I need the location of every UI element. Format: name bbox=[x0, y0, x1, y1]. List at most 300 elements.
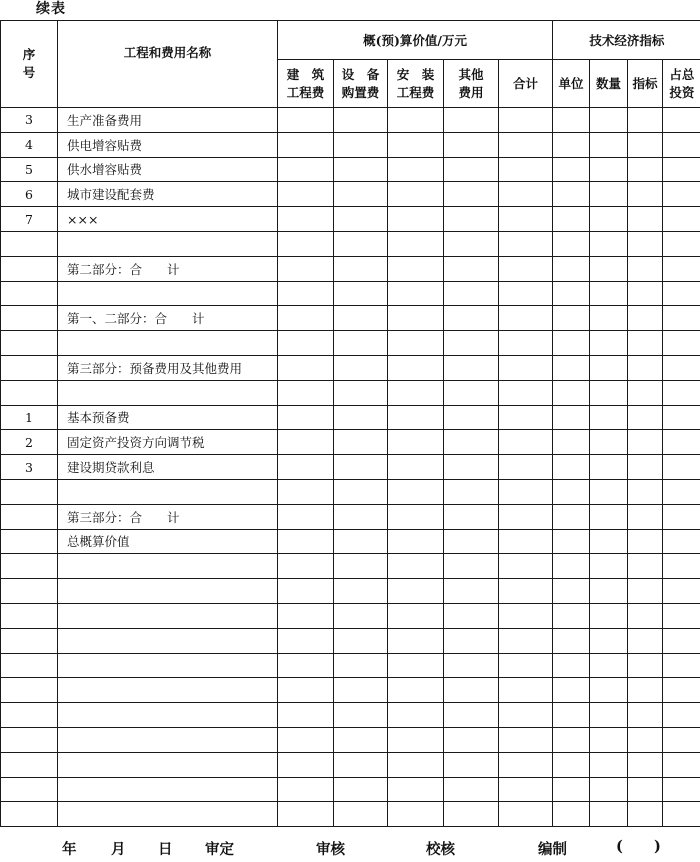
row-value-cell bbox=[553, 132, 590, 157]
row-value-cell bbox=[278, 231, 334, 256]
row-value-cell bbox=[334, 752, 388, 777]
row-value-cell bbox=[388, 678, 444, 703]
row-value-cell bbox=[628, 504, 663, 529]
row-value-cell bbox=[444, 479, 499, 504]
header-budget-col-4: 合计 bbox=[499, 60, 553, 108]
row-value-cell bbox=[444, 355, 499, 380]
signature-footer bbox=[0, 834, 700, 858]
row-value-cell bbox=[388, 579, 444, 604]
footer-compile: 编制 bbox=[538, 841, 567, 858]
table-row bbox=[1, 479, 700, 504]
row-value-cell bbox=[334, 256, 388, 281]
row-seq bbox=[1, 281, 58, 306]
row-value-cell bbox=[278, 157, 334, 182]
row-value-cell bbox=[444, 653, 499, 678]
row-value-cell bbox=[590, 777, 628, 802]
row-value-cell bbox=[590, 603, 628, 628]
header-tech-col-2: 指标 bbox=[628, 60, 663, 108]
row-value-cell bbox=[553, 231, 590, 256]
row-value-cell bbox=[628, 579, 663, 604]
row-value-cell bbox=[278, 628, 334, 653]
row-value-cell bbox=[553, 430, 590, 455]
row-value-cell bbox=[334, 430, 388, 455]
row-seq bbox=[1, 802, 58, 827]
row-value-cell bbox=[499, 108, 553, 133]
row-seq bbox=[1, 554, 58, 579]
row-value-cell bbox=[278, 727, 334, 752]
row-seq bbox=[1, 653, 58, 678]
row-value-cell bbox=[553, 678, 590, 703]
row-value-cell bbox=[388, 331, 444, 356]
row-value-cell bbox=[499, 752, 553, 777]
row-value-cell bbox=[663, 108, 700, 133]
row-seq bbox=[1, 777, 58, 802]
row-name bbox=[58, 231, 278, 256]
row-value-cell bbox=[388, 628, 444, 653]
row-value-cell bbox=[590, 182, 628, 207]
row-value-cell bbox=[388, 455, 444, 480]
row-value-cell bbox=[278, 405, 334, 430]
header-tech-group: 技术经济指标 bbox=[553, 21, 700, 60]
row-value-cell bbox=[334, 579, 388, 604]
row-value-cell bbox=[388, 802, 444, 827]
row-name bbox=[58, 678, 278, 703]
row-value-cell bbox=[444, 207, 499, 232]
table-row bbox=[1, 182, 700, 207]
row-value-cell bbox=[590, 256, 628, 281]
row-seq bbox=[1, 579, 58, 604]
row-value-cell bbox=[444, 157, 499, 182]
row-value-cell bbox=[663, 231, 700, 256]
row-value-cell bbox=[590, 430, 628, 455]
row-name: 总概算价值 bbox=[58, 529, 278, 554]
row-value-cell bbox=[663, 603, 700, 628]
row-value-cell bbox=[388, 380, 444, 405]
row-value-cell bbox=[278, 380, 334, 405]
row-value-cell bbox=[499, 355, 553, 380]
row-value-cell bbox=[499, 331, 553, 356]
row-name bbox=[58, 331, 278, 356]
row-name bbox=[58, 281, 278, 306]
row-value-cell bbox=[628, 256, 663, 281]
row-value-cell bbox=[388, 727, 444, 752]
row-name bbox=[58, 777, 278, 802]
row-value-cell bbox=[499, 777, 553, 802]
row-value-cell bbox=[553, 455, 590, 480]
row-name bbox=[58, 653, 278, 678]
row-seq bbox=[1, 479, 58, 504]
header-tech-col-0: 单位 bbox=[553, 60, 590, 108]
row-value-cell bbox=[444, 727, 499, 752]
row-seq: 3 bbox=[1, 108, 58, 133]
row-value-cell bbox=[553, 405, 590, 430]
table-row bbox=[1, 802, 700, 827]
row-value-cell bbox=[278, 108, 334, 133]
row-value-cell bbox=[388, 157, 444, 182]
row-value-cell bbox=[444, 256, 499, 281]
row-value-cell bbox=[444, 554, 499, 579]
row-value-cell bbox=[499, 430, 553, 455]
row-value-cell bbox=[444, 430, 499, 455]
row-name bbox=[58, 380, 278, 405]
row-value-cell bbox=[388, 108, 444, 133]
row-value-cell bbox=[499, 579, 553, 604]
row-value-cell bbox=[499, 628, 553, 653]
row-name: 供水增容贴费 bbox=[58, 157, 278, 182]
row-value-cell bbox=[590, 802, 628, 827]
row-value-cell bbox=[590, 355, 628, 380]
row-value-cell bbox=[444, 405, 499, 430]
table-row bbox=[1, 331, 700, 356]
row-value-cell bbox=[278, 430, 334, 455]
row-value-cell bbox=[278, 703, 334, 728]
row-value-cell bbox=[499, 479, 553, 504]
row-value-cell bbox=[334, 479, 388, 504]
row-value-cell bbox=[663, 355, 700, 380]
row-value-cell bbox=[334, 554, 388, 579]
row-value-cell bbox=[499, 727, 553, 752]
row-name: 基本预备费 bbox=[58, 405, 278, 430]
table-row bbox=[1, 157, 700, 182]
row-value-cell bbox=[334, 108, 388, 133]
row-value-cell bbox=[663, 132, 700, 157]
row-value-cell bbox=[388, 554, 444, 579]
row-name: 城市建设配套费 bbox=[58, 182, 278, 207]
row-value-cell bbox=[553, 703, 590, 728]
row-name bbox=[58, 752, 278, 777]
row-value-cell bbox=[278, 603, 334, 628]
row-value-cell bbox=[444, 529, 499, 554]
row-value-cell bbox=[278, 802, 334, 827]
row-value-cell bbox=[590, 157, 628, 182]
row-value-cell bbox=[553, 331, 590, 356]
table-row bbox=[1, 727, 700, 752]
row-seq: 5 bbox=[1, 157, 58, 182]
table-row bbox=[1, 777, 700, 802]
table-row bbox=[1, 281, 700, 306]
footer-day: 日 bbox=[158, 841, 173, 858]
footer-approve: 审定 bbox=[205, 841, 234, 858]
table-row bbox=[1, 678, 700, 703]
row-value-cell bbox=[663, 306, 700, 331]
row-value-cell bbox=[444, 579, 499, 604]
row-value-cell bbox=[444, 455, 499, 480]
row-value-cell bbox=[553, 777, 590, 802]
row-value-cell bbox=[444, 703, 499, 728]
row-value-cell bbox=[334, 802, 388, 827]
row-value-cell bbox=[590, 529, 628, 554]
row-name: 第三部分：合 计 bbox=[58, 504, 278, 529]
row-value-cell bbox=[553, 479, 590, 504]
row-value-cell bbox=[388, 182, 444, 207]
row-name: 建设期贷款利息 bbox=[58, 455, 278, 480]
row-value-cell bbox=[388, 430, 444, 455]
row-value-cell bbox=[628, 727, 663, 752]
row-value-cell bbox=[553, 306, 590, 331]
row-value-cell bbox=[444, 132, 499, 157]
row-name bbox=[58, 802, 278, 827]
row-value-cell bbox=[590, 727, 628, 752]
table-row bbox=[1, 405, 700, 430]
row-value-cell bbox=[628, 207, 663, 232]
row-seq bbox=[1, 231, 58, 256]
table-caption: 续表 bbox=[36, 1, 66, 17]
row-value-cell bbox=[334, 455, 388, 480]
row-value-cell bbox=[388, 231, 444, 256]
row-value-cell bbox=[663, 703, 700, 728]
row-value-cell bbox=[590, 380, 628, 405]
row-value-cell bbox=[628, 752, 663, 777]
row-value-cell bbox=[499, 405, 553, 430]
row-value-cell bbox=[334, 504, 388, 529]
row-value-cell bbox=[334, 355, 388, 380]
table-row bbox=[1, 306, 700, 331]
row-value-cell bbox=[590, 207, 628, 232]
row-value-cell bbox=[628, 182, 663, 207]
row-name: 第二部分：合 计 bbox=[58, 256, 278, 281]
row-value-cell bbox=[628, 231, 663, 256]
row-value-cell bbox=[278, 554, 334, 579]
table-row bbox=[1, 653, 700, 678]
row-value-cell bbox=[590, 306, 628, 331]
row-name bbox=[58, 479, 278, 504]
row-value-cell bbox=[278, 182, 334, 207]
row-seq bbox=[1, 256, 58, 281]
row-value-cell bbox=[628, 455, 663, 480]
row-seq: 6 bbox=[1, 182, 58, 207]
row-value-cell bbox=[278, 653, 334, 678]
row-value-cell bbox=[663, 802, 700, 827]
row-value-cell bbox=[278, 207, 334, 232]
row-value-cell bbox=[388, 306, 444, 331]
row-value-cell bbox=[628, 108, 663, 133]
row-value-cell bbox=[663, 380, 700, 405]
row-value-cell bbox=[278, 355, 334, 380]
row-seq bbox=[1, 380, 58, 405]
row-value-cell bbox=[334, 777, 388, 802]
row-value-cell bbox=[628, 554, 663, 579]
footer-paren-close: ) bbox=[654, 838, 661, 855]
row-value-cell bbox=[334, 306, 388, 331]
row-value-cell bbox=[278, 281, 334, 306]
row-value-cell bbox=[444, 281, 499, 306]
row-seq bbox=[1, 355, 58, 380]
row-seq: 4 bbox=[1, 132, 58, 157]
row-value-cell bbox=[388, 752, 444, 777]
row-seq bbox=[1, 504, 58, 529]
row-value-cell bbox=[278, 529, 334, 554]
row-value-cell bbox=[334, 653, 388, 678]
table-row bbox=[1, 703, 700, 728]
row-value-cell bbox=[278, 132, 334, 157]
row-value-cell bbox=[628, 355, 663, 380]
row-value-cell bbox=[628, 281, 663, 306]
row-value-cell bbox=[334, 727, 388, 752]
row-value-cell bbox=[444, 331, 499, 356]
header-budget-group: 概(预)算价值/万元 bbox=[278, 21, 553, 60]
row-seq bbox=[1, 752, 58, 777]
row-value-cell bbox=[278, 256, 334, 281]
row-seq: 2 bbox=[1, 430, 58, 455]
row-value-cell bbox=[553, 281, 590, 306]
row-value-cell bbox=[278, 752, 334, 777]
row-value-cell bbox=[590, 628, 628, 653]
row-value-cell bbox=[663, 256, 700, 281]
row-value-cell bbox=[499, 157, 553, 182]
row-value-cell bbox=[628, 653, 663, 678]
row-value-cell bbox=[444, 504, 499, 529]
row-value-cell bbox=[628, 331, 663, 356]
row-value-cell bbox=[334, 331, 388, 356]
row-value-cell bbox=[590, 579, 628, 604]
footer-year: 年 bbox=[62, 841, 77, 858]
table-row bbox=[1, 504, 700, 529]
row-value-cell bbox=[553, 554, 590, 579]
row-seq: 1 bbox=[1, 405, 58, 430]
row-value-cell bbox=[553, 380, 590, 405]
row-value-cell bbox=[499, 504, 553, 529]
row-value-cell bbox=[553, 752, 590, 777]
row-value-cell bbox=[590, 455, 628, 480]
row-value-cell bbox=[499, 207, 553, 232]
footer-month: 月 bbox=[111, 841, 126, 858]
header-budget-col-3: 其他 费用 bbox=[444, 60, 499, 108]
row-value-cell bbox=[590, 554, 628, 579]
row-value-cell bbox=[499, 132, 553, 157]
row-value-cell bbox=[388, 603, 444, 628]
row-value-cell bbox=[590, 504, 628, 529]
footer-review: 审核 bbox=[316, 841, 345, 858]
row-name bbox=[58, 579, 278, 604]
row-value-cell bbox=[334, 281, 388, 306]
row-name: ××× bbox=[58, 207, 278, 232]
row-value-cell bbox=[444, 603, 499, 628]
row-value-cell bbox=[334, 182, 388, 207]
row-value-cell bbox=[334, 231, 388, 256]
row-name bbox=[58, 554, 278, 579]
row-value-cell bbox=[499, 678, 553, 703]
row-value-cell bbox=[590, 108, 628, 133]
row-value-cell bbox=[334, 678, 388, 703]
row-value-cell bbox=[663, 182, 700, 207]
row-name bbox=[58, 727, 278, 752]
row-seq bbox=[1, 703, 58, 728]
row-value-cell bbox=[278, 504, 334, 529]
row-value-cell bbox=[628, 603, 663, 628]
row-value-cell bbox=[663, 653, 700, 678]
row-value-cell bbox=[444, 306, 499, 331]
row-value-cell bbox=[553, 653, 590, 678]
row-value-cell bbox=[334, 529, 388, 554]
row-value-cell bbox=[553, 504, 590, 529]
row-value-cell bbox=[663, 554, 700, 579]
header-seq: 序 号 bbox=[1, 21, 58, 108]
table-row bbox=[1, 529, 700, 554]
row-value-cell bbox=[628, 479, 663, 504]
row-value-cell bbox=[628, 405, 663, 430]
footer-paren-open: ( bbox=[616, 838, 623, 855]
row-value-cell bbox=[590, 331, 628, 356]
row-value-cell bbox=[590, 405, 628, 430]
row-seq bbox=[1, 603, 58, 628]
row-value-cell bbox=[499, 231, 553, 256]
row-value-cell bbox=[444, 628, 499, 653]
row-name bbox=[58, 628, 278, 653]
row-value-cell bbox=[663, 678, 700, 703]
row-value-cell bbox=[628, 628, 663, 653]
row-value-cell bbox=[388, 777, 444, 802]
row-value-cell bbox=[499, 380, 553, 405]
row-value-cell bbox=[388, 132, 444, 157]
row-value-cell bbox=[553, 727, 590, 752]
row-seq bbox=[1, 678, 58, 703]
row-value-cell bbox=[590, 678, 628, 703]
row-value-cell bbox=[388, 529, 444, 554]
row-value-cell bbox=[499, 603, 553, 628]
row-value-cell bbox=[499, 455, 553, 480]
row-seq bbox=[1, 306, 58, 331]
row-value-cell bbox=[628, 529, 663, 554]
row-seq: 3 bbox=[1, 455, 58, 480]
table-row bbox=[1, 628, 700, 653]
header-budget-col-1: 设 备 购置费 bbox=[334, 60, 388, 108]
row-value-cell bbox=[444, 802, 499, 827]
table-row bbox=[1, 256, 700, 281]
row-value-cell bbox=[663, 479, 700, 504]
header-budget-col-2: 安 装 工程费 bbox=[388, 60, 444, 108]
row-value-cell bbox=[663, 529, 700, 554]
row-value-cell bbox=[334, 207, 388, 232]
row-value-cell bbox=[334, 380, 388, 405]
row-value-cell bbox=[444, 678, 499, 703]
row-seq bbox=[1, 529, 58, 554]
row-value-cell bbox=[278, 678, 334, 703]
row-value-cell bbox=[388, 479, 444, 504]
row-value-cell bbox=[278, 777, 334, 802]
table-row bbox=[1, 603, 700, 628]
row-value-cell bbox=[499, 529, 553, 554]
row-value-cell bbox=[499, 306, 553, 331]
row-value-cell bbox=[628, 802, 663, 827]
row-value-cell bbox=[553, 256, 590, 281]
row-value-cell bbox=[553, 802, 590, 827]
row-value-cell bbox=[663, 157, 700, 182]
row-value-cell bbox=[499, 182, 553, 207]
row-value-cell bbox=[553, 207, 590, 232]
row-value-cell bbox=[628, 703, 663, 728]
row-name bbox=[58, 703, 278, 728]
row-value-cell bbox=[553, 603, 590, 628]
table-row bbox=[1, 579, 700, 604]
table-row bbox=[1, 554, 700, 579]
row-value-cell bbox=[663, 331, 700, 356]
row-value-cell bbox=[663, 579, 700, 604]
row-value-cell bbox=[590, 703, 628, 728]
table-row bbox=[1, 752, 700, 777]
row-seq bbox=[1, 628, 58, 653]
row-value-cell bbox=[628, 157, 663, 182]
row-value-cell bbox=[590, 479, 628, 504]
row-value-cell bbox=[628, 132, 663, 157]
budget-table bbox=[0, 20, 700, 827]
row-value-cell bbox=[278, 331, 334, 356]
footer-check: 校核 bbox=[426, 841, 455, 858]
row-value-cell bbox=[334, 703, 388, 728]
row-value-cell bbox=[663, 207, 700, 232]
row-value-cell bbox=[334, 157, 388, 182]
row-value-cell bbox=[334, 132, 388, 157]
table-row bbox=[1, 231, 700, 256]
